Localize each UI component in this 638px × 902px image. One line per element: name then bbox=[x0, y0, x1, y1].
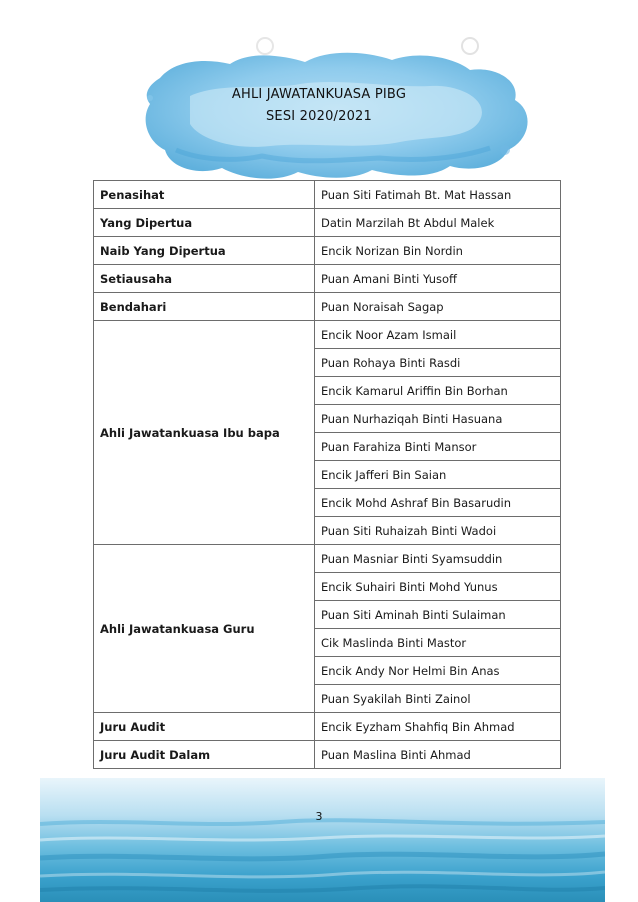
committee-member: Cik Maslinda Binti Mastor bbox=[315, 629, 561, 657]
committee-member: Encik Jafferi Bin Saian bbox=[315, 461, 561, 489]
committee-member: Puan Siti Ruhaizah Binti Wadoi bbox=[315, 517, 561, 545]
table-row bbox=[94, 545, 561, 573]
committee-member: Puan Noraisah Sagap bbox=[315, 293, 561, 321]
page-title: AHLI JAWATANKUASA PIBG bbox=[231, 87, 407, 102]
committee-member: Puan Siti Aminah Binti Sulaiman bbox=[315, 601, 561, 629]
committee-member: Encik Kamarul Ariffin Bin Borhan bbox=[315, 377, 561, 405]
committee-role: Ahli Jawatankuasa Ibu bapa bbox=[94, 321, 315, 545]
committee-member: Encik Andy Nor Helmi Bin Anas bbox=[315, 657, 561, 685]
table-row bbox=[94, 321, 561, 349]
committee-member: Puan Nurhaziqah Binti Hasuana bbox=[315, 405, 561, 433]
table-row bbox=[94, 713, 561, 741]
page-number: 3 bbox=[315, 810, 323, 823]
committee-table bbox=[93, 180, 561, 769]
committee-member: Puan Farahiza Binti Mansor bbox=[315, 433, 561, 461]
table-row bbox=[94, 741, 561, 769]
table-row bbox=[94, 181, 561, 209]
committee-member: Datin Marzilah Bt Abdul Malek bbox=[315, 209, 561, 237]
committee-role: Penasihat bbox=[94, 181, 315, 209]
committee-member: Encik Norizan Bin Nordin bbox=[315, 237, 561, 265]
committee-member: Puan Amani Binti Yusoff bbox=[315, 265, 561, 293]
committee-role: Naib Yang Dipertua bbox=[94, 237, 315, 265]
committee-member: Encik Suhairi Binti Mohd Yunus bbox=[315, 573, 561, 601]
committee-role: Yang Dipertua bbox=[94, 209, 315, 237]
committee-member: Puan Syakilah Binti Zainol bbox=[315, 685, 561, 713]
committee-member: Encik Noor Azam Ismail bbox=[315, 321, 561, 349]
committee-role: Bendahari bbox=[94, 293, 315, 321]
table-row bbox=[94, 265, 561, 293]
committee-member: Puan Maslina Binti Ahmad bbox=[315, 741, 561, 769]
committee-member: Encik Mohd Ashraf Bin Basarudin bbox=[315, 489, 561, 517]
committee-role: Juru Audit bbox=[94, 713, 315, 741]
committee-member: Puan Rohaya Binti Rasdi bbox=[315, 349, 561, 377]
table-row bbox=[94, 209, 561, 237]
committee-member: Puan Siti Fatimah Bt. Mat Hassan bbox=[315, 181, 561, 209]
committee-member: Puan Masniar Binti Syamsuddin bbox=[315, 545, 561, 573]
committee-role: Juru Audit Dalam bbox=[94, 741, 315, 769]
committee-role: Setiausaha bbox=[94, 265, 315, 293]
table-row bbox=[94, 237, 561, 265]
committee-member: Encik Eyzham Shahfiq Bin Ahmad bbox=[315, 713, 561, 741]
table-row bbox=[94, 293, 561, 321]
sea-watercolor-decoration bbox=[40, 778, 605, 902]
header bbox=[0, 84, 638, 128]
session-subtitle: SESI 2020/2021 bbox=[265, 109, 373, 124]
committee-role: Ahli Jawatankuasa Guru bbox=[94, 545, 315, 713]
